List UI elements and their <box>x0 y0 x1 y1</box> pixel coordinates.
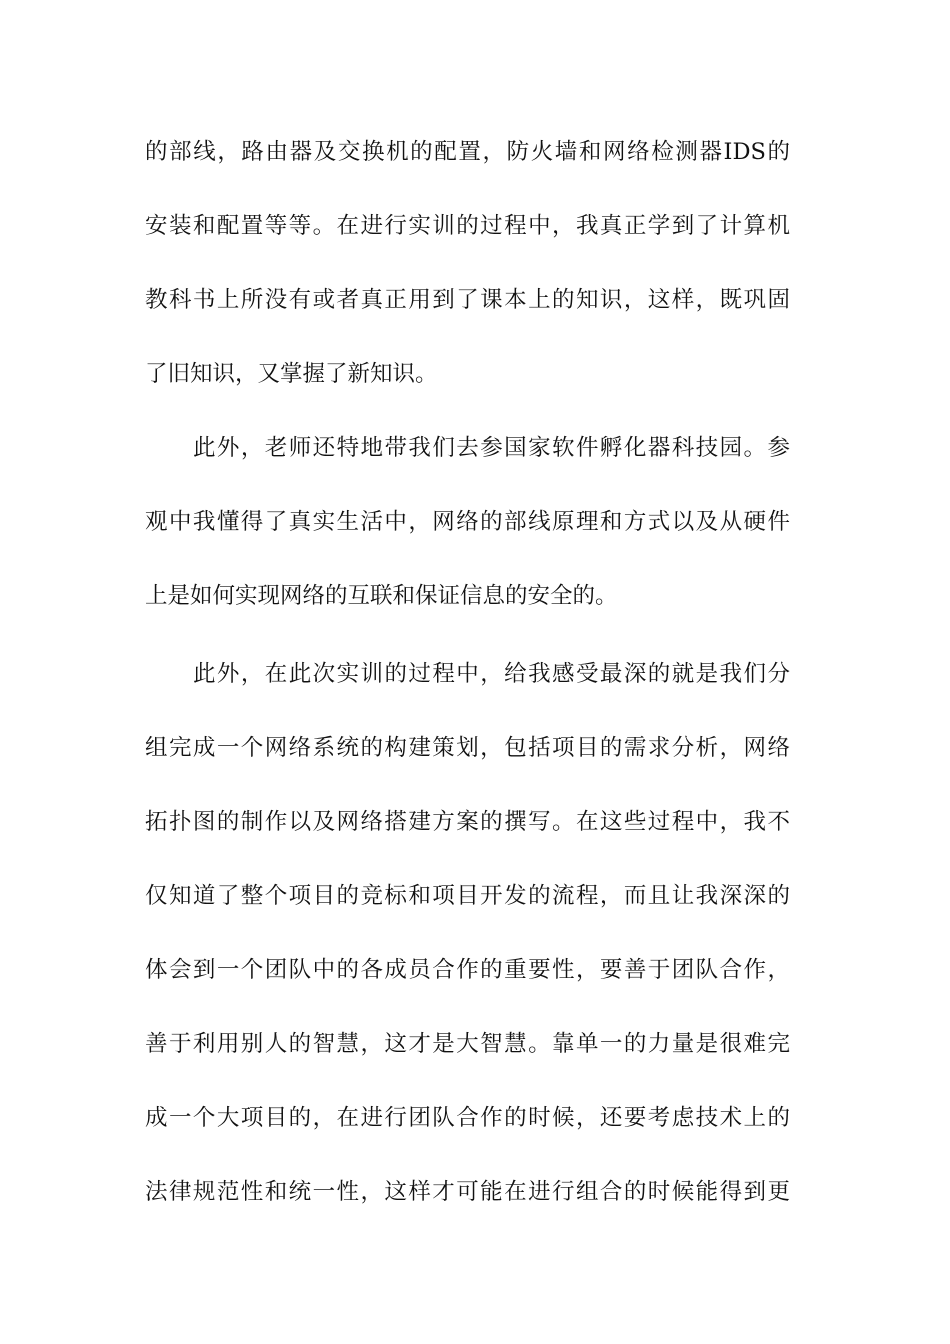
text-line: 的部线，路由器及交换机的配置，防火墙和网络检测器IDS的 <box>145 139 790 165</box>
text-line: 了旧知识，又掌握了新知识。 <box>145 361 438 387</box>
text-line: 体会到一个团队中的各成员合作的重要性，要善于团队合作， <box>145 957 790 983</box>
text-line: 善于利用别人的智慧，这才是大智慧。靠单一的力量是很难完 <box>145 1031 790 1057</box>
text-line: 此外，老师还特地带我们去参国家软件孵化器科技园。参 <box>193 435 790 461</box>
text-line: 教科书上所没有或者真正用到了课本上的知识，这样，既巩固 <box>145 287 790 313</box>
text-line: 安装和配置等等。在进行实训的过程中，我真正学到了计算机 <box>145 213 790 239</box>
text-line: 拓扑图的制作以及网络搭建方案的撰写。在这些过程中，我不 <box>145 809 790 835</box>
text-line: 观中我懂得了真实生活中，网络的部线原理和方式以及从硬件 <box>145 509 790 535</box>
text-line: 组完成一个网络系统的构建策划，包括项目的需求分析，网络 <box>145 735 790 761</box>
text-line: 上是如何实现网络的互联和保证信息的安全的。 <box>145 583 618 609</box>
text-line: 此外，在此次实训的过程中，给我感受最深的就是我们分 <box>193 661 790 687</box>
text-line: 法律规范性和统一性，这样才可能在进行组合的时候能得到更 <box>145 1179 790 1205</box>
text-line: 成一个大项目的，在进行团队合作的时候，还要考虑技术上的 <box>145 1105 790 1131</box>
text-line: 仅知道了整个项目的竞标和项目开发的流程，而且让我深深的 <box>145 883 790 909</box>
